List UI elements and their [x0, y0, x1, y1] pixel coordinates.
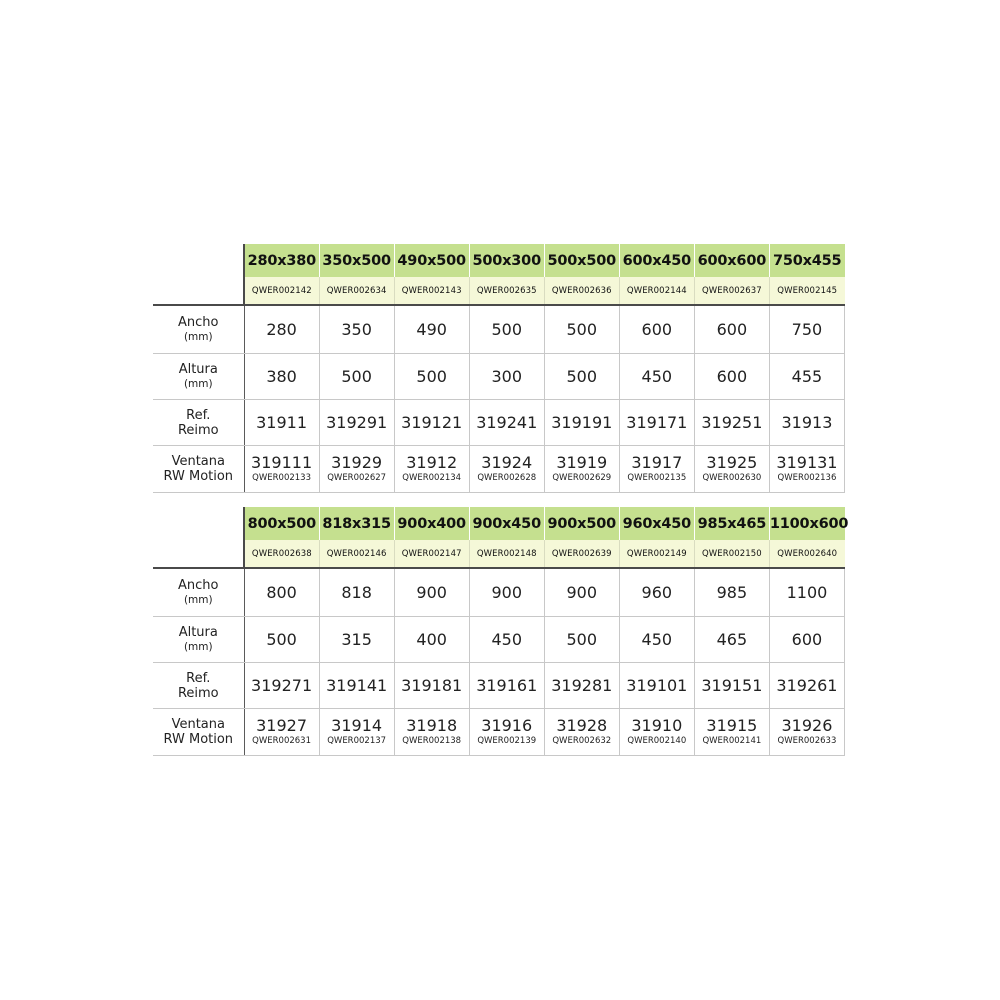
corner-cell	[153, 507, 244, 540]
size-table-2	[153, 507, 849, 756]
label-text: Ref.	[186, 407, 211, 423]
ancho-value: 350	[319, 305, 394, 354]
ref-value: 319271	[244, 663, 319, 709]
ref-value: 31911	[244, 400, 319, 446]
row-label-ref	[153, 663, 244, 709]
size-header: 500x300	[469, 244, 544, 277]
ancho-value: 960	[619, 568, 694, 617]
ref-row	[153, 663, 845, 709]
ventana-value: 31916	[481, 716, 533, 735]
corner-cell	[153, 244, 244, 277]
ventana-cell	[469, 709, 544, 756]
ventana-cell	[544, 709, 619, 756]
ref-value: 319281	[544, 663, 619, 709]
ancho-value: 1100	[769, 568, 844, 617]
ventana-cell	[544, 446, 619, 493]
ventana-code: QWER002627	[327, 473, 387, 483]
ventana-code: QWER002140	[627, 736, 687, 746]
altura-value: 500	[544, 617, 619, 663]
product-code: QWER002142	[244, 277, 319, 305]
label-text: Reimo	[177, 422, 219, 438]
ventana-code: QWER002135	[627, 473, 687, 483]
ventana-code: QWER002631	[252, 736, 311, 746]
label-text: Ventana	[171, 717, 225, 732]
ref-value: 319141	[319, 663, 394, 709]
label-text: Ventana	[171, 454, 225, 469]
ventana-value: 31912	[406, 453, 458, 472]
ventana-cell	[394, 709, 469, 756]
altura-value: 450	[469, 617, 544, 663]
ventana-value: 31917	[631, 453, 683, 472]
altura-row	[153, 354, 845, 400]
ventana-value: 31915	[706, 716, 758, 735]
ventana-value: 319131	[776, 453, 838, 472]
ventana-cell	[694, 709, 769, 756]
label-unit: (mm)	[183, 331, 213, 343]
label-text: Reimo	[177, 685, 219, 701]
ventana-row	[153, 446, 845, 493]
ancho-row	[153, 568, 845, 617]
product-code: QWER002638	[244, 540, 319, 568]
ventana-code: QWER002137	[327, 736, 387, 746]
ref-value: 319251	[694, 400, 769, 446]
ventana-code: QWER002133	[252, 473, 311, 483]
ventana-cell	[244, 709, 319, 756]
ventana-code: QWER002633	[777, 736, 837, 746]
ref-row	[153, 400, 845, 446]
ref-value: 319261	[769, 663, 844, 709]
ancho-value: 900	[469, 568, 544, 617]
corner-cell	[153, 540, 244, 568]
altura-value: 315	[319, 617, 394, 663]
ancho-value: 600	[619, 305, 694, 354]
ventana-value: 31914	[331, 716, 383, 735]
altura-value: 465	[694, 617, 769, 663]
ventana-code: QWER002134	[402, 473, 462, 483]
ventana-code: QWER002630	[702, 473, 762, 483]
altura-value: 500	[319, 354, 394, 400]
size-header: 985x465	[694, 507, 769, 540]
ventana-value: 31919	[556, 453, 608, 472]
product-code: QWER002634	[319, 277, 394, 305]
size-table-1	[153, 244, 845, 493]
ref-value: 319121	[394, 400, 469, 446]
size-header: 600x600	[694, 244, 769, 277]
row-label-ancho	[153, 305, 244, 354]
altura-value: 450	[619, 617, 694, 663]
code-header-row	[153, 277, 845, 305]
ventana-value: 31927	[256, 716, 308, 735]
ancho-value: 600	[694, 305, 769, 354]
ventana-code: QWER002628	[477, 473, 537, 483]
ventana-value: 31925	[706, 453, 758, 472]
size-table	[153, 507, 849, 756]
product-code: QWER002637	[694, 277, 769, 305]
product-code: QWER002147	[394, 540, 469, 568]
ventana-code: QWER002632	[552, 736, 612, 746]
size-header: 900x500	[544, 507, 619, 540]
altura-value: 500	[394, 354, 469, 400]
altura-value: 300	[469, 354, 544, 400]
size-header: 818x315	[319, 507, 394, 540]
product-code: QWER002143	[394, 277, 469, 305]
label-text: Ref.	[186, 670, 211, 686]
size-table	[153, 244, 845, 493]
row-label-ancho	[153, 568, 244, 617]
product-code: QWER002150	[694, 540, 769, 568]
ancho-value: 818	[319, 568, 394, 617]
code-header-row	[153, 540, 845, 568]
ventana-cell	[769, 446, 844, 493]
product-code: QWER002148	[469, 540, 544, 568]
ventana-value: 31928	[556, 716, 608, 735]
ventana-cell	[619, 709, 694, 756]
ref-value: 319171	[619, 400, 694, 446]
label-text: Ancho	[178, 315, 219, 330]
ventana-code: QWER002139	[477, 736, 537, 746]
ref-value: 319241	[469, 400, 544, 446]
ventana-cell	[769, 709, 844, 756]
ventana-code: QWER002138	[402, 736, 462, 746]
size-header: 800x500	[244, 507, 319, 540]
ancho-value: 900	[394, 568, 469, 617]
ventana-value: 31926	[781, 716, 833, 735]
product-code: QWER002144	[619, 277, 694, 305]
ancho-value: 985	[694, 568, 769, 617]
altura-value: 455	[769, 354, 844, 400]
size-header: 1100x600	[769, 507, 844, 540]
ref-value: 319291	[319, 400, 394, 446]
label-unit: (mm)	[183, 594, 213, 606]
size-header: 750x455	[769, 244, 844, 277]
ventana-cell	[694, 446, 769, 493]
ventana-cell	[319, 709, 394, 756]
product-code: QWER002149	[619, 540, 694, 568]
ventana-value: 31910	[631, 716, 683, 735]
ref-value: 319161	[469, 663, 544, 709]
altura-value: 400	[394, 617, 469, 663]
size-header-row	[153, 244, 845, 277]
ventana-code: QWER002141	[702, 736, 762, 746]
row-label-altura	[153, 354, 244, 400]
ventana-value: 319111	[251, 453, 313, 472]
label-unit: (mm)	[183, 641, 213, 653]
ventana-code: QWER002629	[552, 473, 612, 483]
row-label-ventana	[153, 446, 244, 493]
ref-value: 319101	[619, 663, 694, 709]
ancho-value: 500	[469, 305, 544, 354]
ancho-value: 490	[394, 305, 469, 354]
ventana-value: 31918	[406, 716, 458, 735]
size-header: 600x450	[619, 244, 694, 277]
row-label-ref	[153, 400, 244, 446]
ancho-value: 750	[769, 305, 844, 354]
label-unit: (mm)	[183, 378, 213, 390]
label-text: Altura	[178, 362, 218, 377]
product-code: QWER002640	[769, 540, 844, 568]
ancho-value: 500	[544, 305, 619, 354]
ventana-row	[153, 709, 845, 756]
size-header: 490x500	[394, 244, 469, 277]
ventana-cell	[619, 446, 694, 493]
row-label-altura	[153, 617, 244, 663]
altura-value: 600	[769, 617, 844, 663]
altura-value: 380	[244, 354, 319, 400]
ref-value: 319181	[394, 663, 469, 709]
product-code: QWER002635	[469, 277, 544, 305]
label-text: Ancho	[178, 578, 219, 593]
size-header: 960x450	[619, 507, 694, 540]
size-header: 500x500	[544, 244, 619, 277]
product-code: QWER002636	[544, 277, 619, 305]
ancho-value: 900	[544, 568, 619, 617]
altura-value: 600	[694, 354, 769, 400]
ref-value: 319191	[544, 400, 619, 446]
ref-value: 31913	[769, 400, 844, 446]
product-code: QWER002146	[319, 540, 394, 568]
size-header: 350x500	[319, 244, 394, 277]
ventana-value: 31929	[331, 453, 383, 472]
row-label-ventana	[153, 709, 244, 756]
corner-cell	[153, 277, 244, 305]
size-header: 900x450	[469, 507, 544, 540]
product-code: QWER002639	[544, 540, 619, 568]
product-code: QWER002145	[769, 277, 844, 305]
altura-row	[153, 617, 845, 663]
size-header: 280x380	[244, 244, 319, 277]
ventana-cell	[244, 446, 319, 493]
ventana-cell	[469, 446, 544, 493]
altura-value: 450	[619, 354, 694, 400]
altura-value: 500	[544, 354, 619, 400]
altura-value: 500	[244, 617, 319, 663]
ref-value: 319151	[694, 663, 769, 709]
ventana-value: 31924	[481, 453, 533, 472]
ancho-row	[153, 305, 845, 354]
ventana-cell	[319, 446, 394, 493]
ventana-code: QWER002136	[777, 473, 837, 483]
label-text: RW Motion	[163, 732, 234, 747]
ancho-value: 800	[244, 568, 319, 617]
ancho-value: 280	[244, 305, 319, 354]
size-header-row	[153, 507, 845, 540]
ventana-cell	[394, 446, 469, 493]
label-text: RW Motion	[163, 469, 234, 484]
label-text: Altura	[178, 625, 218, 640]
size-header: 900x400	[394, 507, 469, 540]
